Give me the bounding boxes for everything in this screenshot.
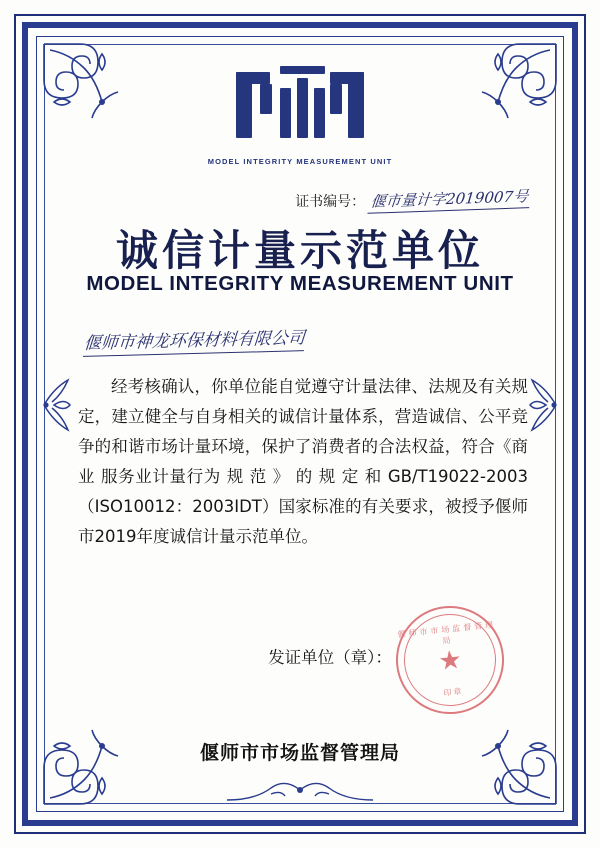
seal-star-icon: ★	[436, 643, 464, 677]
body-paragraph: 经考核确认，你单位能自觉遵守计量法律、法规及有关规定，建立健全与自身相关的诚信计量体系，营造诚信、公平竞争的和谐市场计量环境，保护了消费者的合法权益，符合《商业 服务业计量行为 规 范 》 的 规 定 和 GB/T19022-2003（ISO10012：2003IDT）国家标准的有关要求，被授予偃师市2019年度诚信计量示范单位。	[78, 377, 528, 546]
mim-monogram-logo-icon	[230, 66, 370, 149]
side-ornament-icon	[526, 370, 560, 440]
bottom-center-ornament-icon	[225, 778, 375, 804]
certificate-serial	[295, 188, 530, 211]
serial-value: 偃市量计字2019007号	[368, 185, 532, 214]
seal-bottom-text: 印章	[442, 686, 464, 698]
recipient-name: 偃师市神龙环保材料有限公司	[83, 323, 306, 357]
side-ornament-icon	[40, 370, 74, 440]
corner-ornament-icon	[474, 722, 560, 808]
logo-caption: MODEL INTEGRITY MEASUREMENT UNIT	[207, 157, 393, 166]
certificate-body	[78, 372, 528, 552]
serial-label: 证书编号：	[295, 194, 366, 210]
certificate-title-en: MODEL INTEGRITY MEASUREMENT UNIT	[86, 272, 514, 295]
issuing-organization: 偃师市市场监督管理局	[199, 742, 400, 764]
issuer-label: 发证单位（章）：	[268, 648, 392, 667]
corner-ornament-icon	[40, 722, 126, 808]
logo-block	[0, 66, 600, 166]
certificate-title-cn: 诚信计量示范单位	[115, 226, 484, 275]
seal-top-text: 偃师市市场监督管理局	[397, 620, 497, 646]
